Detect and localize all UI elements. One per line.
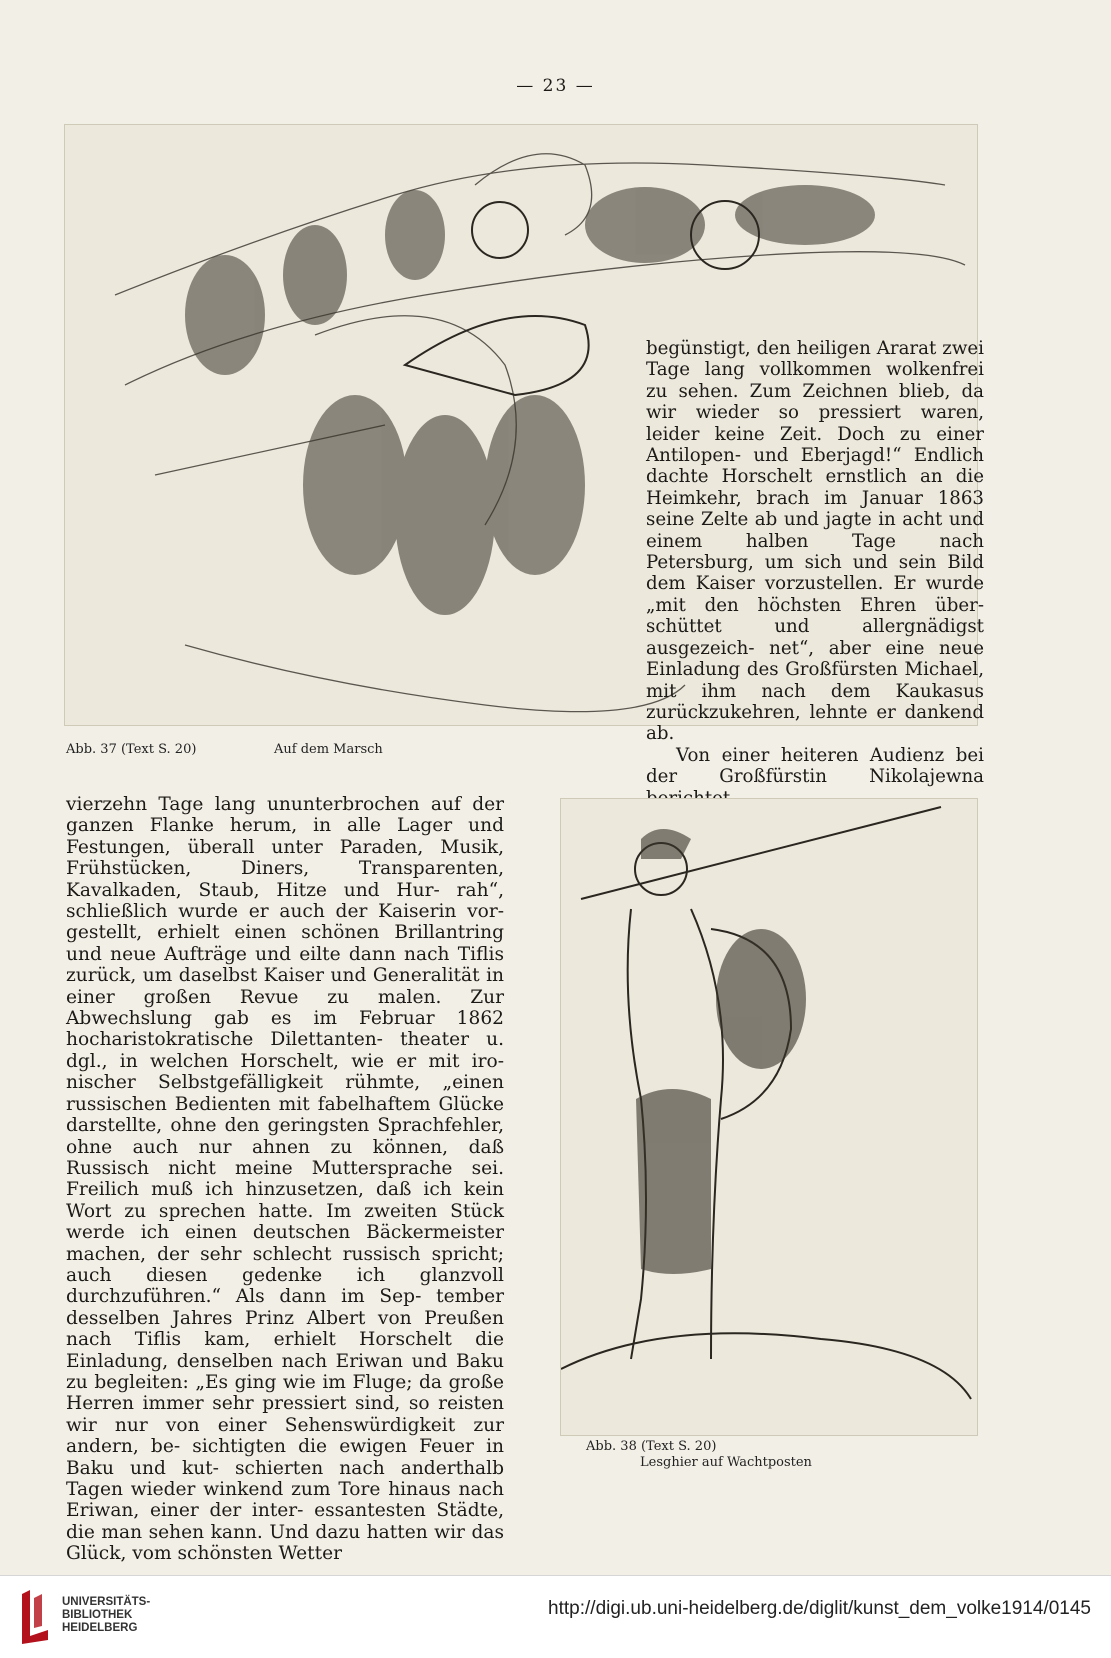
figure-37-caption-title: Auf dem Marsch	[274, 742, 383, 757]
source-url-link[interactable]: http://digi.ub.uni-heidelberg.de/diglit/kunst_dem_volke1914/0145	[548, 1598, 1091, 1619]
figure-38-caption-title: Lesghier auf Wachtposten	[640, 1455, 812, 1470]
left-column-text	[66, 794, 504, 1565]
library-logo-icon	[18, 1590, 52, 1644]
library-logo-text	[62, 1596, 150, 1635]
right-column-top-text	[646, 338, 984, 809]
figure-38-caption-ref: Abb. 38 (Text S. 20)	[586, 1439, 717, 1454]
page-number: — 23 —	[516, 76, 595, 96]
lesghian-sentry-illustration	[560, 798, 978, 1436]
logo-line: BIBLIOTHEK	[62, 1609, 133, 1621]
figure-37-caption-ref: Abb. 37 (Text S. 20)	[66, 742, 197, 757]
paragraph: begünstigt, den heiligen Ararat zwei Tage lang vollkommen wolkenfrei zu sehen. Zum Zeichnen blieb, da wir wieder so pressiert waren, leider keine Zeit. Doch zu einer Antilopen- und Eberjagd!“ Endlich dachte Horschelt ernstlich an die Heimkehr, brach im Januar 1863 seine Zelte ab und jagte in acht und einem halben Tage nach Petersburg, um sich und sein Bild dem Kaiser vorzustellen. Er wurde „mit den höchsten Ehren über- schüttet und allergnädigst ausgezeich- net“, aber eine neue Einladung des Großfürsten Michael, mit ihm nach dem Kaukasus zurückzukehren, lehnte er dankend ab.	[646, 338, 984, 745]
logo-line: HEIDELBERG	[62, 1622, 138, 1634]
paragraph: Von einer heiteren Audienz bei der Großfürstin Nikolajewna	[646, 744, 984, 788]
logo-line: UNIVERSITÄTS-	[62, 1596, 151, 1608]
footer-bar	[0, 1575, 1111, 1658]
paragraph: vierzehn Tage lang ununterbrochen auf der ganzen Flanke herum, in alle Lager und Festungen, überall unter Paraden, Musik, Frühstücken, Diners, Transparenten, Kavalkaden, Staub, Hitze und Hur- rah“, schließlich wurde er auch der Kaiserin vor- gestellt, erhielt einen schönen Brillantring und neue Aufträge und eilte dann nach Tiflis zurück, um daselbst Kaiser und Generalität in einer großen Revue zu malen. Zur Abwechslung gab es im Februar 1862 hocharistokratische Dilettanten- theater u. dgl., in welchen Horschelt, wie er mit iro- nischer Selbstgefälligkeit rühmte, „einen russischen Bedienten mit fabelhaftem Glücke darstellte, ohne den geringsten Sprachfehler, ohne auch nur ahnen zu können, daß Russisch nicht meine Muttersprache sei. Freilich muß ich hinzusetzen, daß ich kein Wort zu sprechen hatte. Im zweiten Stück werde ich einen deutschen Bäckermeister machen, der sehr schlecht russisch spricht; auch diesen gedenke ich glanzvoll durchzuführen.“ Als dann im Sep- tember desselben Jahres Prinz Albert von Preußen nach Tiflis kam, erhielt Horschelt die Einladung, denselben nach Eriwan und Baku zu begleiten: „Es ging wie im Fluge; da große Herren immer sehr pressiert sind, so reisten wir nur von einer Sehenswürdigkeit zur andern, be- sichtigten die ewigen Feuer in Baku und kut- schierten nach anderthalb Tagen wieder winkend zum Tore hinaus nach Eriwan, einer der inter- essantesten Städte, die man sehen kann. Und dazu hatten wir das Glück, vom schönsten Wetter	[66, 794, 504, 1565]
